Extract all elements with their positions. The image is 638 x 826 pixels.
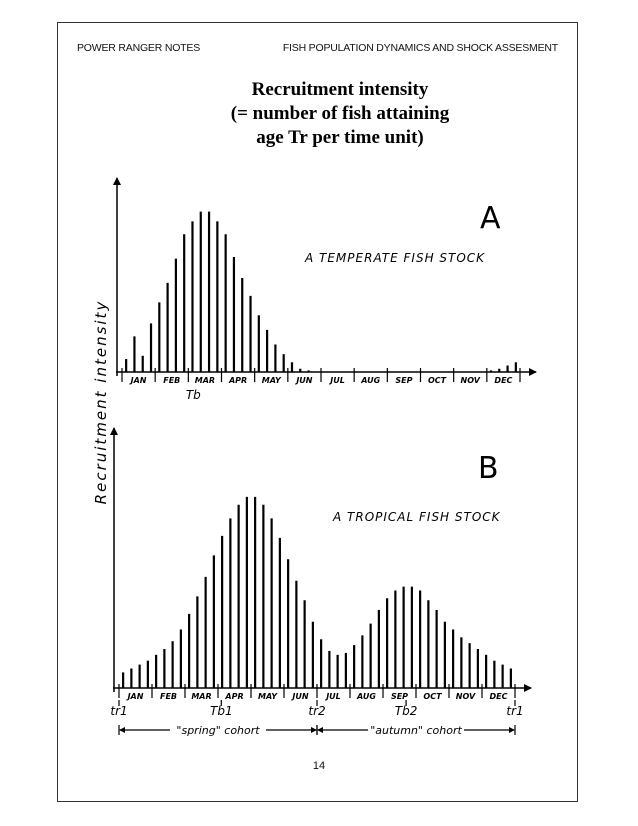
title-line-3: age Tr per time unit) bbox=[256, 127, 424, 148]
panel-letter: B bbox=[478, 451, 499, 486]
month-label: MAR bbox=[194, 376, 216, 385]
month-label: APR bbox=[225, 692, 244, 701]
month-label: JAN bbox=[127, 692, 144, 701]
month-label: FEB bbox=[159, 692, 178, 701]
axis-annotation: tr1 bbox=[506, 704, 524, 718]
month-label: OCT bbox=[423, 692, 442, 701]
title-line-2: (= number of fish attaining bbox=[230, 103, 450, 124]
month-label: DEC bbox=[489, 692, 508, 701]
cohort-label: "autumn" cohort bbox=[370, 724, 462, 737]
panel-subtitle: A TROPICAL FISH STOCK bbox=[333, 510, 501, 524]
month-label: JAN bbox=[130, 376, 147, 385]
month-label: SEP bbox=[390, 692, 409, 701]
panel-subtitle: A TEMPERATE FISH STOCK bbox=[305, 251, 486, 265]
cohort-label: "spring" cohort bbox=[176, 724, 260, 737]
panel-letter: A bbox=[480, 201, 501, 236]
header-left: POWER RANGER NOTES bbox=[77, 42, 200, 54]
month-label: OCT bbox=[428, 376, 447, 385]
month-label: SEP bbox=[395, 376, 413, 385]
axis-annotation: Tb2 bbox=[394, 704, 418, 718]
month-label: DEC bbox=[494, 376, 513, 385]
month-label: MAY bbox=[257, 692, 278, 701]
title-line-1: Recruitment intensity bbox=[251, 79, 429, 100]
axis-annotation: tr1 bbox=[110, 704, 128, 718]
chart-panel-a bbox=[116, 178, 536, 402]
month-label: JUN bbox=[292, 692, 309, 701]
month-label: JUL bbox=[326, 692, 341, 701]
month-label: NOV bbox=[455, 692, 476, 701]
month-label: AUG bbox=[357, 692, 376, 701]
axis-annotation: Tb bbox=[185, 388, 201, 402]
month-label: JUL bbox=[330, 376, 345, 385]
y-axis-label: Recruitment intensity bbox=[92, 299, 110, 505]
page-number: 14 bbox=[312, 760, 326, 772]
month-label: AUG bbox=[361, 376, 381, 385]
header-right: FISH POPULATION DYNAMICS AND SHOCK ASSESMENT bbox=[282, 42, 558, 54]
month-label: MAY bbox=[261, 376, 281, 385]
month-label: APR bbox=[228, 376, 248, 385]
month-label: NOV bbox=[460, 376, 480, 385]
chart-panel-b bbox=[110, 428, 531, 737]
axis-annotation: Tb1 bbox=[210, 704, 233, 718]
month-label: JUN bbox=[296, 376, 313, 385]
month-label: FEB bbox=[163, 376, 181, 385]
month-label: MAR bbox=[191, 692, 212, 701]
axis-annotation: tr2 bbox=[308, 704, 326, 718]
